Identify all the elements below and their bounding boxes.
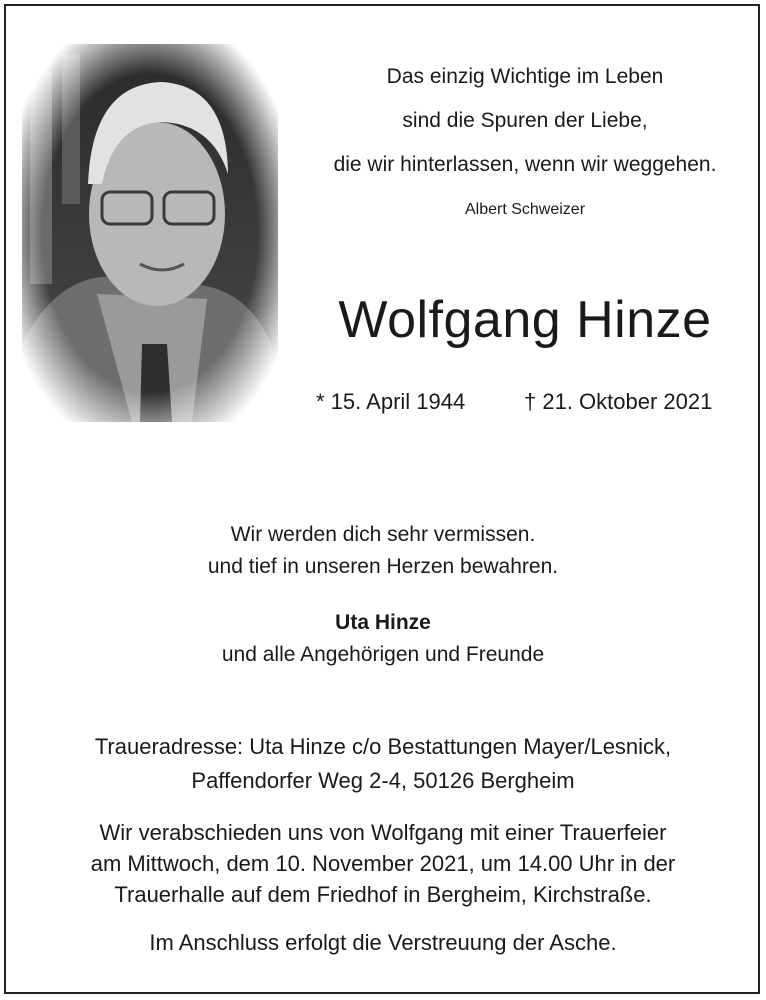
quote-line: die wir hinterlassen, wenn wir weggehen. (333, 153, 717, 176)
message-line: und tief in unseren Herzen bewahren. (207, 555, 559, 578)
birth-date: * 15. April 1944 (316, 389, 466, 414)
address-line: Traueradresse: Uta Hinze c/o Bestattungen Mayer/Lesnick, (94, 734, 672, 759)
ceremony-line: am Mittwoch, dem 10. November 2021, um 14.00 Uhr in der (90, 851, 676, 876)
portrait-photo (22, 44, 278, 422)
address-line: Paffendorfer Weg 2-4, 50126 Bergheim (191, 768, 575, 793)
quote-line: Das einzig Wichtige im Leben (386, 65, 664, 88)
ceremony-line: Wir verabschieden uns von Wolfgang mit einer Trauerfeier (99, 820, 667, 845)
ceremony-info (20, 817, 746, 910)
quote-line: sind die Spuren der Liebe, (402, 109, 648, 132)
message-line: Wir werden dich sehr vermissen. (230, 523, 536, 546)
deceased-name: Wolfgang Hinze (338, 291, 712, 349)
quote-author: Albert Schweizer (464, 201, 586, 218)
death-date: † 21. Oktober 2021 (524, 389, 713, 414)
ceremony-line: Trauerhalle auf dem Friedhof in Bergheim, Kirchstraße. (114, 882, 652, 907)
mourning-address (20, 730, 746, 798)
quote (295, 55, 755, 187)
farewell-message (20, 519, 746, 583)
mourner-name: Uta Hinze (335, 611, 431, 634)
closing-note: Im Anschluss erfolgt die Verstreuung der Asche. (149, 930, 617, 955)
mourner-others: und alle Angehörigen und Freunde (221, 643, 545, 666)
